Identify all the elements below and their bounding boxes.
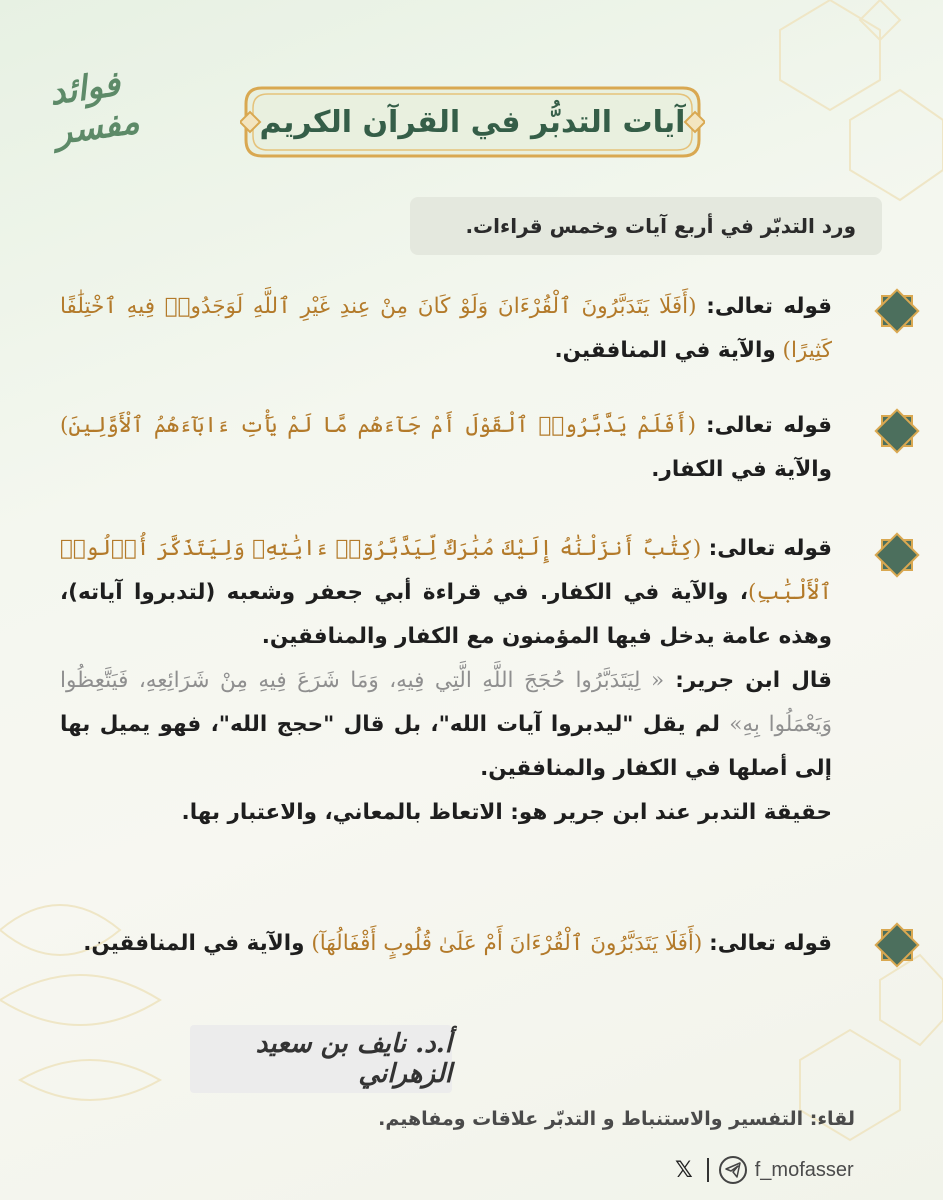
verse-note: والآية في المنافقين. — [83, 931, 305, 956]
verse-text: (أَفَلَا يَتَدَبَّرُونَ ٱلْقُرْءَانَ وَلَوْ كَانَ مِنْ عِندِ غَيْرِ ٱللَّهِ لَوَجَدُوا۟ فِيهِ ٱخْتِلَٰفًا كَثِيرًا) — [60, 294, 832, 363]
verse-text: (أَفَلَا يَتَدَبَّرُونَ ٱلْقُرْءَانَ أَمْ عَلَىٰ قُلُوبٍ أَقْفَالُهَآ) — [304, 931, 710, 956]
ibn-jarir-comment: لم يقل "ليدبروا آيات الله"، بل قال "حجج الله"، فهو يميل بها إلى أصلها في الكفار والمنافقين. — [60, 712, 832, 781]
verse-item-4 — [60, 922, 832, 966]
verse-item-3 — [60, 527, 832, 835]
star-bullet-icon — [872, 530, 922, 580]
tadabbur-definition: حقيقة التدبر عند ابن جرير هو: الاتعاظ بالمعاني، والاعتبار بها. — [181, 800, 832, 825]
source-line: لقاء: التفسير والاستنباط و التدبّر علاقات ومفاهيم. — [378, 1108, 855, 1130]
ibn-jarir-quote: « لِيَتَدَبَّرُوا حُجَجَ اللَّهِ الَّتِي فِيهِ، وَمَا شَرَعَ فِيهِ مِنْ شَرَائِعِهِ، فَيَتَّعِظُوا وَيَعْمَلُوا بِهِ» — [60, 668, 832, 737]
separator — [707, 1158, 709, 1182]
verse-lead: قوله تعالى: — [709, 931, 832, 956]
telegram-icon[interactable] — [719, 1156, 747, 1184]
star-bullet-icon — [872, 406, 922, 456]
verse-item-1 — [60, 285, 832, 373]
verse-lead: قوله تعالى: — [706, 413, 832, 438]
x-logo-icon[interactable]: 𝕏 — [675, 1157, 693, 1183]
social-handle[interactable]: f_mofasser — [754, 1158, 854, 1181]
intro-text: ورد التدبّر في أربع آيات وخمس قراءات. — [465, 214, 856, 238]
title-banner — [240, 82, 705, 162]
verse-text: (كِتَٰبٌ أَنزَلْنَٰهُ إِلَيْكَ مُبَٰرَكٌ لِّيَدَّبَّرُوٓا۟ ءَايَٰتِهِۦ وَلِيَتَذَكَّرَ أُو۟لُوا۟ ٱلْأَلْبَٰبِ) — [60, 536, 832, 605]
verse-lead: قوله تعالى: — [706, 294, 833, 319]
star-bullet-icon — [872, 286, 922, 336]
author-signature: أ.د. نايف بن سعيد الزهراني — [190, 1025, 452, 1093]
brand-logo: فوائد مفسر — [47, 63, 142, 153]
star-bullet-icon — [872, 920, 922, 970]
ibn-jarir-intro: قال ابن جرير: — [664, 668, 832, 693]
verse-text: (أَفَلَمْ يَدَّبَّرُوا۟ ٱلْقَوْلَ أَمْ جَآءَهُم مَّا لَمْ يَأْتِ ءَابَآءَهُمُ ٱلْأَوَّلِينَ) — [60, 413, 707, 438]
verse-note: والآية في الكفار. — [651, 457, 832, 482]
verse-note: والآية في المنافقين. — [554, 338, 776, 363]
page-title: آيات التدبُّر في القرآن الكريم — [259, 104, 686, 140]
verse-lead: قوله تعالى: — [708, 536, 833, 561]
verse-item-2 — [60, 404, 832, 492]
footer — [675, 1152, 854, 1188]
verse-commentary: ، والآية في الكفار. في قراءة أبي جعفر وشعبه (لتدبروا آياته)، وهذه عامة يدخل فيها المؤمنون مع الكفار والمنافقين. — [60, 580, 832, 649]
intro-box — [410, 197, 882, 255]
